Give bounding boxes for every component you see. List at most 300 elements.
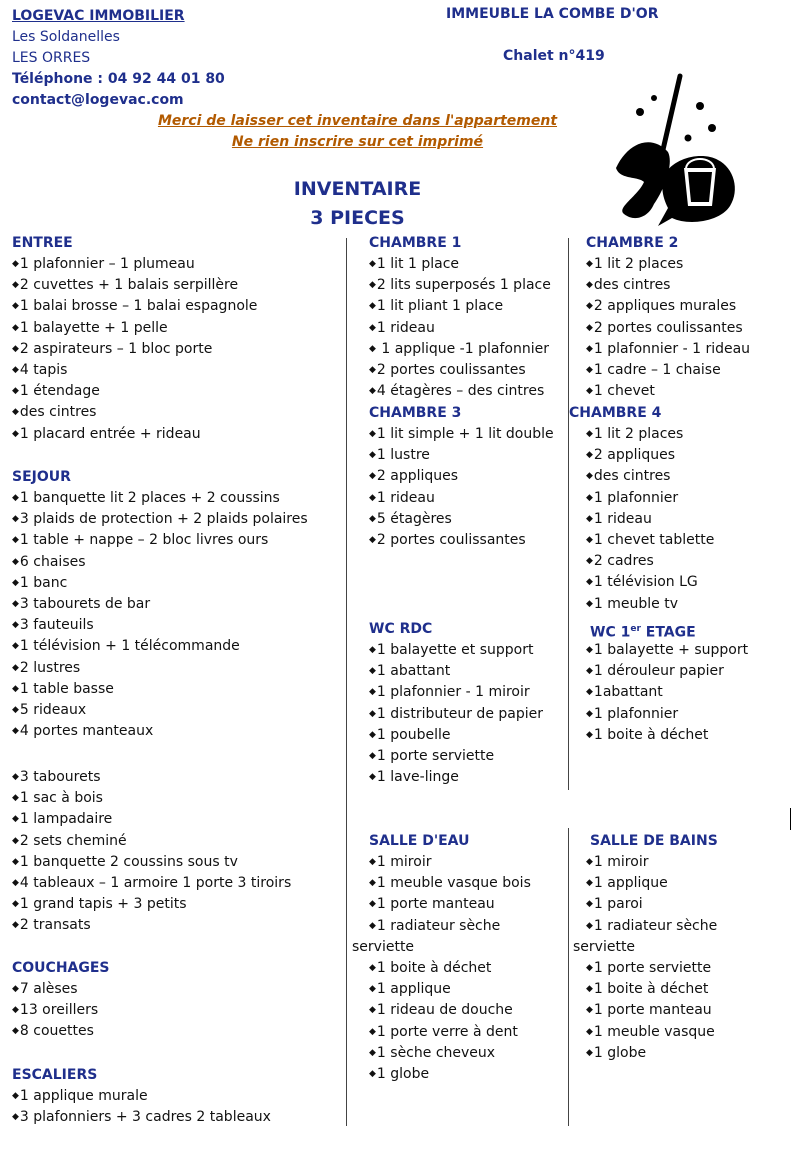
bullet-diamond-icon: ◆: [12, 683, 19, 694]
inventory-item-text: 2 appliques: [593, 447, 676, 464]
inventory-item-text: 2 transats: [19, 917, 91, 934]
section-sejour-continued: [12, 767, 291, 937]
inventory-item-text: 1 meuble tv: [593, 595, 679, 612]
inventory-item-text: 7 alèses: [19, 981, 78, 997]
section-entree: [12, 233, 257, 445]
inventory-item: [586, 509, 714, 530]
bullet-diamond-icon: ◆: [586, 1047, 593, 1058]
inventory-item-text: 1 télévision LG: [593, 574, 698, 591]
bullet-diamond-icon: ◆: [12, 835, 19, 846]
bullet-diamond-icon: ◆: [586, 471, 593, 482]
inventory-item: [586, 360, 750, 381]
section-title: SALLE DE BAINS: [590, 833, 718, 849]
inventory-item-text: 1 balayette + 1 pelle: [19, 319, 168, 336]
inventory-item: [369, 661, 543, 682]
document-subtitle: 3 PIECES: [310, 207, 405, 229]
inventory-item-text: 2 portes coulissantes: [376, 531, 526, 548]
bullet-diamond-icon: ◆: [586, 429, 593, 439]
inventory-item-text: 1 chevet: [593, 383, 655, 400]
section-chambre4: [569, 403, 714, 615]
inventory-item: [586, 530, 714, 551]
inventory-item-text: 2 cadres: [593, 553, 654, 570]
notice-line-2: Ne rien inscrire sur cet imprimé: [231, 134, 484, 150]
agency-email: contact@logevac.com: [12, 92, 184, 108]
inventory-item: [12, 381, 257, 402]
inventory-item: [369, 381, 551, 402]
inventory-item-text: des cintres: [19, 404, 97, 421]
inventory-item: [586, 318, 750, 339]
bullet-diamond-icon: ◆: [12, 364, 19, 375]
bullet-diamond-icon: ◆: [586, 857, 593, 867]
inventory-item-text: 3 tabourets: [19, 769, 101, 785]
inventory-item: [12, 530, 308, 551]
bullet-diamond-icon: ◆: [586, 687, 593, 698]
bullet-diamond-icon: ◆: [586, 666, 593, 677]
inventory-item-text: 1 meuble vasque bois: [376, 875, 531, 892]
inventory-item: [586, 852, 718, 873]
inventory-item-text: 1 rideau: [376, 489, 435, 506]
bullet-diamond-icon: ◆: [12, 793, 19, 804]
section-title: WC 1er ETAGE: [590, 624, 696, 641]
bullet-diamond-icon: ◆: [586, 962, 593, 973]
bullet-diamond-icon: ◆: [369, 1026, 376, 1037]
inventory-item-text: 1 plafonnier - 1 miroir: [376, 684, 530, 701]
inventory-item: [369, 894, 531, 915]
inventory-item: [369, 852, 531, 873]
inventory-item: [586, 704, 748, 725]
bullet-diamond-icon: ◆: [369, 750, 376, 761]
inventory-item-text: 2 sets cheminé: [19, 832, 127, 849]
inventory-item-text: 8 couettes: [19, 1023, 94, 1040]
inventory-item: [369, 530, 554, 551]
inventory-item: [369, 424, 554, 445]
bullet-diamond-icon: ◆: [12, 772, 19, 782]
bullet-diamond-icon: ◆: [586, 343, 593, 354]
bullet-diamond-icon: ◆: [369, 708, 376, 719]
inventory-item-text: 1 placard entrée + rideau: [19, 425, 201, 442]
bullet-diamond-icon: ◆: [586, 322, 593, 333]
inventory-item: [12, 296, 257, 317]
inventory-item-text: 1 chevet tablette: [593, 531, 715, 548]
inventory-item: [369, 725, 543, 746]
inventory-item-text: 13 oreillers: [19, 1002, 99, 1019]
inventory-item-text: 2 lits superposés 1 place: [376, 277, 551, 294]
bullet-diamond-icon: ◆: [586, 280, 593, 291]
inventory-item-text: 2 aspirateurs – 1 bloc porte: [19, 340, 213, 357]
section-escaliers: [12, 1065, 271, 1128]
inventory-item-text: 1 plafonnier: [593, 705, 679, 722]
bullet-diamond-icon: ◆: [12, 535, 19, 546]
inventory-item-text: 5 rideaux: [19, 701, 87, 718]
inventory-item-text: 1 applique: [376, 981, 451, 998]
inventory-item: [369, 767, 543, 788]
section-chambre1: [369, 233, 551, 402]
inventory-item-text: 1 applique: [593, 875, 668, 892]
bullet-diamond-icon: ◆: [369, 984, 376, 995]
bullet-diamond-icon: ◆: [12, 1005, 19, 1016]
bullet-diamond-icon: ◆: [12, 641, 19, 652]
agency-name: LOGEVAC IMMOBILIER: [12, 8, 185, 24]
bullet-diamond-icon: ◆: [586, 301, 593, 312]
inventory-item-text: 1 table basse: [19, 680, 114, 697]
inventory-item: [369, 873, 531, 894]
inventory-item: [12, 1000, 110, 1021]
bullet-diamond-icon: ◆: [369, 729, 376, 740]
inventory-item: [12, 788, 291, 809]
inventory-item: [369, 360, 551, 381]
section-title: CHAMBRE 1: [369, 235, 462, 251]
inventory-item: [12, 721, 308, 742]
bullet-diamond-icon: ◆: [586, 513, 593, 524]
inventory-item: [586, 979, 718, 1000]
inventory-item: [12, 809, 291, 830]
inventory-item-text: des cintres: [593, 277, 671, 294]
inventory-item: [586, 894, 718, 915]
bullet-diamond-icon: ◆: [369, 492, 376, 503]
inventory-item-text: 1 balayette et support: [376, 642, 534, 658]
inventory-item: [12, 573, 308, 594]
inventory-item: [586, 640, 748, 661]
inventory-item-text: 6 chaises: [19, 553, 86, 570]
inventory-item-text: 4 tableaux – 1 armoire 1 porte 3 tiroirs: [19, 874, 292, 891]
inventory-item: [12, 615, 308, 636]
inventory-item: [586, 725, 748, 746]
bullet-diamond-icon: ◆: [586, 364, 593, 375]
bullet-diamond-icon: ◆: [12, 814, 19, 825]
document-title: INVENTAIRE: [293, 178, 422, 200]
bullet-diamond-icon: ◆: [586, 920, 593, 931]
inventory-item: [12, 1107, 271, 1128]
agency-address-line: Les Soldanelles: [12, 29, 120, 45]
inventory-item-text: 1 radiateur sèche: [376, 917, 501, 934]
bullet-diamond-icon: ◆: [586, 878, 593, 889]
inventory-item-text: 1 porte manteau: [376, 896, 495, 913]
bullet-diamond-icon: ◆: [369, 301, 376, 312]
inventory-item-text: 1 lit 2 places: [593, 426, 684, 442]
bullet-diamond-icon: ◆: [12, 662, 19, 673]
bullet-diamond-icon: ◆: [12, 514, 19, 525]
inventory-item: [369, 339, 551, 360]
bullet-diamond-icon: ◆: [369, 280, 376, 291]
inventory-item-text: 1 télévision + 1 télécommande: [19, 638, 240, 655]
bullet-diamond-icon: ◆: [369, 513, 376, 524]
bullet-diamond-icon: ◆: [586, 645, 593, 655]
inventory-item-text: 1 distributeur de papier: [376, 705, 543, 722]
section-chambre3: [369, 403, 554, 551]
section-title: ESCALIERS: [12, 1067, 98, 1083]
bullet-diamond-icon: ◆: [369, 687, 376, 698]
bullet-diamond-icon: ◆: [369, 645, 376, 655]
inventory-item: [369, 1064, 531, 1085]
inventory-item: [369, 979, 531, 1000]
column-divider-2b: [568, 828, 569, 1126]
inventory-item: [12, 767, 291, 788]
inventory-item: [12, 424, 257, 445]
section-title: CHAMBRE 4: [569, 405, 662, 421]
bullet-diamond-icon: ◆: [586, 984, 593, 995]
bullet-diamond-icon: ◆: [369, 962, 376, 973]
inventory-item: [12, 852, 291, 873]
bullet-diamond-icon: ◆: [586, 708, 593, 719]
inventory-item: [369, 296, 551, 317]
section-chambre2: [586, 233, 750, 402]
inventory-item-text: 1 sac à bois: [19, 790, 103, 807]
inventory-item: [369, 746, 543, 767]
agency-phone: Téléphone : 04 92 44 01 80: [12, 71, 225, 87]
section-sejour: [12, 467, 308, 742]
inventory-item-text: 1 globe: [376, 1065, 430, 1082]
bullet-diamond-icon: ◆: [586, 1005, 593, 1016]
inventory-item: [586, 445, 714, 466]
inventory-item-text: 1 porte serviette: [376, 747, 495, 764]
bullet-diamond-icon: ◆: [586, 729, 593, 740]
inventory-item-text: 1 banquette lit 2 places + 2 coussins: [19, 490, 280, 506]
inventory-item-text: 2 cuvettes + 1 balais serpillère: [19, 277, 239, 294]
inventory-item-text: 5 étagères: [376, 510, 452, 527]
bullet-diamond-icon: ◆: [369, 534, 376, 545]
bullet-diamond-icon: ◆: [12, 407, 19, 418]
bullet-diamond-icon: ◆: [369, 772, 376, 783]
inventory-item-text: 1 abattant: [376, 663, 451, 680]
inventory-item-text: 1 miroir: [376, 854, 432, 870]
inventory-item: [12, 509, 308, 530]
inventory-item: [586, 594, 714, 615]
bullet-diamond-icon: ◆: [12, 556, 19, 567]
inventory-item-text: 1 sèche cheveux: [376, 1044, 496, 1061]
inventory-item: [586, 1000, 718, 1021]
inventory-item-text: 1 lampadaire: [19, 811, 113, 828]
inventory-item: [369, 318, 551, 339]
bullet-diamond-icon: ◆: [12, 1026, 19, 1037]
inventory-item: [12, 915, 291, 936]
bullet-diamond-icon: ◆: [12, 984, 19, 994]
inventory-item-text: 1 lit 2 places: [593, 256, 684, 272]
inventory-item: [586, 1022, 718, 1043]
bullet-diamond-icon: ◆: [12, 1091, 19, 1101]
inventory-item: [369, 1043, 531, 1064]
section-title: COUCHAGES: [12, 960, 110, 976]
bullet-diamond-icon: ◆: [586, 534, 593, 545]
inventory-item-text: 1 rideau de douche: [376, 1002, 513, 1019]
inventory-item: [586, 296, 750, 317]
inventory-item-text: 1 meuble vasque: [593, 1023, 715, 1040]
bullet-diamond-icon: ◆: [12, 577, 19, 588]
bullet-diamond-icon: ◆: [369, 322, 376, 333]
inventory-item-text: 1 lit pliant 1 place: [376, 298, 504, 315]
inventory-item: [586, 254, 750, 275]
inventory-item: [369, 916, 531, 937]
bullet-diamond-icon: ◆: [12, 726, 19, 737]
inventory-item: [369, 466, 554, 487]
inventory-item: [12, 679, 308, 700]
inventory-item: [369, 682, 543, 703]
chalet-number: Chalet n°419: [503, 48, 605, 64]
bullet-diamond-icon: ◆: [12, 428, 19, 439]
bullet-diamond-icon: ◆: [369, 343, 376, 354]
inventory-item-text: 3 plaids de protection + 2 plaids polaires: [19, 511, 308, 528]
inventory-item-text: 1 boite à déchet: [593, 726, 709, 743]
inventory-item-text: 1abattant: [593, 684, 663, 701]
inventory-item: [369, 1022, 531, 1043]
inventory-item-text: 1 rideau: [376, 319, 435, 336]
inventory-item: [12, 360, 257, 381]
inventory-item: [369, 254, 551, 275]
inventory-item: [586, 1043, 718, 1064]
bullet-diamond-icon: ◆: [12, 920, 19, 931]
bullet-diamond-icon: ◆: [369, 1005, 376, 1016]
inventory-item: [369, 275, 551, 296]
inventory-item-text: 2 appliques: [376, 468, 459, 485]
inventory-item-text: 1 lit simple + 1 lit double: [376, 426, 554, 442]
column-divider-1: [346, 238, 347, 1126]
bullet-diamond-icon: ◆: [369, 259, 376, 269]
bullet-diamond-icon: ◆: [369, 364, 376, 375]
bullet-diamond-icon: ◆: [586, 556, 593, 567]
inventory-item: [12, 488, 308, 509]
inventory-item-text: 1 miroir: [593, 854, 649, 870]
inventory-item-text: 1 globe: [593, 1044, 647, 1061]
inventory-item: [586, 466, 714, 487]
bullet-diamond-icon: ◆: [369, 666, 376, 677]
inventory-item: [369, 640, 543, 661]
section-title: CHAMBRE 2: [586, 235, 679, 251]
inventory-item-text: 1 table + nappe – 2 bloc livres ours: [19, 532, 269, 549]
margin-mark: [790, 808, 791, 830]
inventory-item-text: 1 porte manteau: [593, 1002, 712, 1019]
bullet-diamond-icon: ◆: [12, 343, 19, 354]
inventory-item: [586, 551, 714, 572]
building-name: IMMEUBLE LA COMBE D'OR: [446, 6, 659, 22]
bullet-diamond-icon: ◆: [12, 1112, 19, 1123]
inventory-item: [369, 445, 554, 466]
inventory-item: [369, 488, 554, 509]
inventory-item: [12, 873, 291, 894]
section-wc-rdc: [369, 619, 543, 788]
inventory-item: [586, 488, 714, 509]
inventory-item: [12, 339, 257, 360]
inventory-item: [12, 594, 308, 615]
inventory-item: [586, 381, 750, 402]
bullet-diamond-icon: ◆: [12, 493, 19, 503]
inventory-item-text: 1 banc: [19, 574, 68, 591]
inventory-item-text: 1 lustre: [376, 447, 430, 464]
inventory-item: [12, 254, 257, 275]
inventory-item-text: 2 lustres: [19, 659, 81, 676]
inventory-item-text: 1 plafonnier: [593, 489, 679, 506]
section-salle-de-bains: [573, 831, 718, 1064]
inventory-item: [12, 894, 291, 915]
inventory-item-text: 1 balai brosse – 1 balai espagnole: [19, 298, 258, 315]
inventory-item-text: 3 tabourets de bar: [19, 595, 151, 612]
bullet-diamond-icon: ◆: [369, 920, 376, 931]
item-wrap: serviette: [573, 938, 636, 955]
bullet-diamond-icon: ◆: [586, 598, 593, 609]
inventory-item: [586, 682, 748, 703]
section-salle-deau: [352, 831, 531, 1085]
inventory-item: [12, 552, 308, 573]
inventory-item-text: 1 boite à déchet: [593, 981, 709, 998]
inventory-item-text: 1 dérouleur papier: [593, 663, 724, 680]
inventory-item: [586, 339, 750, 360]
inventory-item-text: 2 portes coulissantes: [593, 319, 743, 336]
inventory-item-text: 1 cadre – 1 chaise: [593, 361, 721, 378]
bullet-diamond-icon: ◆: [369, 471, 376, 482]
inventory-item: [12, 1021, 110, 1042]
inventory-item: [369, 704, 543, 725]
inventory-item-text: 1 grand tapis + 3 petits: [19, 896, 187, 913]
inventory-item: [12, 831, 291, 852]
inventory-item: [12, 318, 257, 339]
agency-town: LES ORRES: [12, 50, 91, 66]
inventory-item-text: 1 étendage: [19, 383, 100, 400]
notice-line-1: Merci de laisser cet inventaire dans l'appartement: [157, 113, 558, 129]
inventory-item-text: 1 applique -1 plafonnier: [376, 340, 549, 357]
bullet-diamond-icon: ◆: [586, 899, 593, 910]
inventory-item-text: 1 plafonnier - 1 rideau: [593, 340, 751, 357]
item-wrap: serviette: [352, 938, 415, 955]
bullet-diamond-icon: ◆: [369, 899, 376, 910]
inventory-item: [12, 402, 257, 423]
inventory-item: [586, 424, 714, 445]
inventory-item-text: 1 lit 1 place: [376, 256, 460, 272]
inventory-item: [586, 275, 750, 296]
inventory-item-text: 1 plafonnier – 1 plumeau: [19, 256, 195, 272]
section-title: ENTREE: [12, 235, 73, 251]
inventory-item: [12, 979, 110, 1000]
bullet-diamond-icon: ◆: [586, 386, 593, 397]
inventory-item: [586, 572, 714, 593]
bullet-diamond-icon: ◆: [369, 857, 376, 867]
inventory-item-text: 1 rideau: [593, 510, 652, 527]
section-wc-1er-etage: [586, 619, 749, 746]
inventory-item-text: 4 tapis: [19, 361, 68, 378]
bullet-diamond-icon: ◆: [12, 899, 19, 910]
inventory-item-text: 4 portes manteaux: [19, 723, 154, 740]
inventory-item: [586, 916, 718, 937]
agency-block: [12, 6, 225, 111]
inventory-item-text: 3 plafonniers + 3 cadres 2 tableaux: [19, 1109, 271, 1126]
bullet-diamond-icon: ◆: [12, 598, 19, 609]
bullet-diamond-icon: ◆: [12, 386, 19, 397]
bullet-diamond-icon: ◆: [586, 259, 593, 269]
inventory-item-text: 4 étagères – des cintres: [376, 383, 545, 400]
inventory-item: [586, 661, 748, 682]
inventory-item-text: 1 porte serviette: [593, 959, 712, 976]
inventory-item-text: 1 balayette + support: [593, 642, 749, 658]
inventory-item-text: 2 portes coulissantes: [376, 361, 526, 378]
bullet-diamond-icon: ◆: [12, 280, 19, 291]
inventory-item: [586, 958, 718, 979]
bullet-diamond-icon: ◆: [586, 492, 593, 503]
bullet-diamond-icon: ◆: [369, 450, 376, 461]
inventory-item-text: des cintres: [593, 468, 671, 485]
bullet-diamond-icon: ◆: [369, 1068, 376, 1079]
bullet-diamond-icon: ◆: [369, 878, 376, 889]
bullet-diamond-icon: ◆: [586, 1026, 593, 1037]
bullet-diamond-icon: ◆: [12, 259, 19, 269]
bullet-diamond-icon: ◆: [12, 620, 19, 631]
bullet-diamond-icon: ◆: [12, 877, 19, 888]
inventory-item: [12, 700, 308, 721]
inventory-item-text: 2 appliques murales: [593, 298, 737, 315]
inventory-item: [12, 658, 308, 679]
bullet-diamond-icon: ◆: [12, 322, 19, 333]
inventory-item: [12, 275, 257, 296]
inventory-item-text: 1 boite à déchet: [376, 959, 492, 976]
inventory-item-text: 3 fauteuils: [19, 617, 94, 634]
inventory-item-text: 1 radiateur sèche: [593, 917, 718, 934]
inventory-item-text: 1 paroi: [593, 896, 643, 913]
